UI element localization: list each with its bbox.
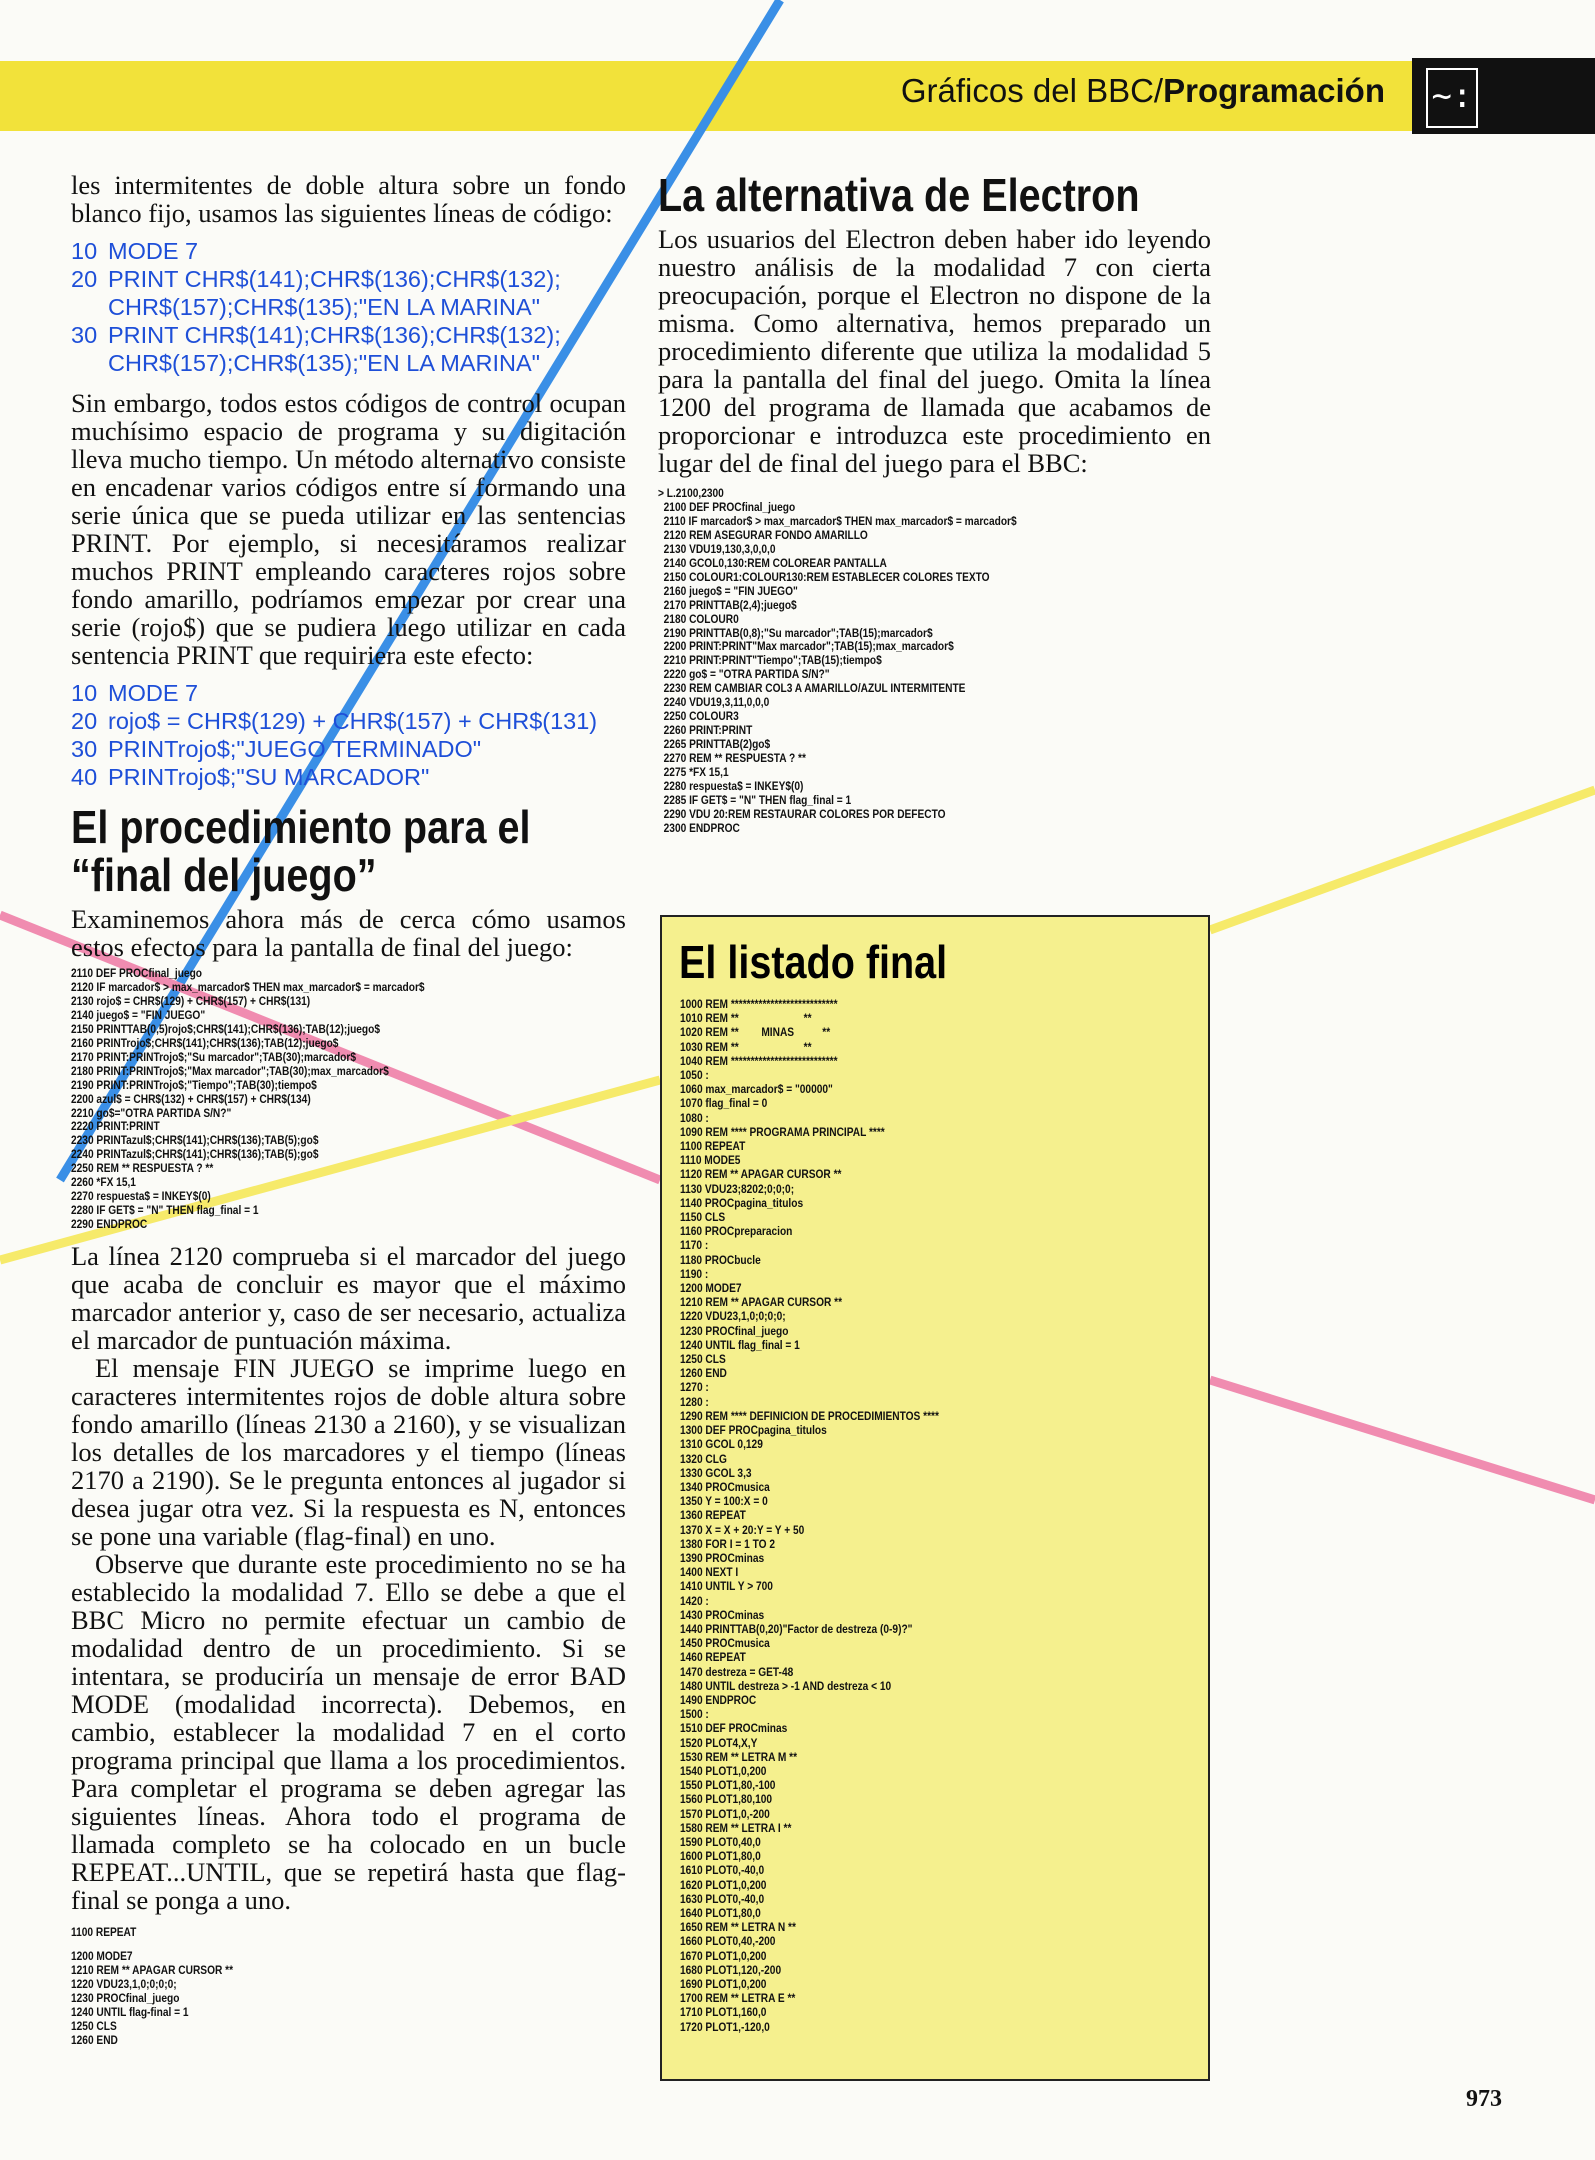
heading-electron: La alternativa de Electron [658,169,1140,221]
code-line [71,679,626,707]
listing-line: 2250 REM ** RESPUESTA ? ** [71,1161,214,1176]
listing-line: 2240 VDU19,3,11,0,0,0 [658,695,770,710]
code-line-text: CHR$(157);CHR$(135);"EN LA MARINA" [108,294,540,320]
listing-line: 2170 PRINTTAB(2,4);juego$ [658,597,797,612]
listing-line: 1180 PROCbucle [680,1252,761,1267]
listing-line: 1470 destreza = GET-48 [680,1664,794,1679]
code-line-text: PRINTrojo$;"SU MARCADOR" [108,764,430,790]
code-line [71,763,626,791]
listing-line: 1440 PRINTTAB(0,20)"Factor de destreza (0-9)?" [680,1621,913,1636]
listing-line: 1220 VDU23,1,0;0;0;0; [71,1976,177,1991]
listing-line: 1240 UNTIL flag-final = 1 [71,2004,189,2019]
listing-line: 1550 PLOT1,80,-100 [680,1778,776,1793]
section-title-part2: Programación [1163,72,1385,109]
listing-line: 1250 CLS [71,2018,117,2033]
right-column [658,171,1211,846]
listing-line: 2285 IF GET$ = "N" THEN flag_final = 1 [658,792,852,807]
listing-line: 1660 PLOT0,40,-200 [680,1934,776,1949]
listing-line: 1630 PLOT0,-40,0 [680,1891,765,1906]
code-line-text: PRINT CHR$(141);CHR$(136);CHR$(132); [108,322,561,348]
listing-line: 1600 PLOT1,80,0 [680,1849,761,1864]
listing-line: 1070 flag_final = 0 [680,1096,768,1111]
listing-line: 2260 PRINT:PRINT [658,723,753,738]
listing-line: 1700 REM ** LETRA E ** [680,1991,796,2006]
listing-line: 2150 COLOUR1:COLOUR130:REM ESTABLECER COLORES TEXTO [658,569,990,584]
code-line [71,321,626,349]
listing-line: 1380 FOR I = 1 TO 2 [680,1536,775,1551]
listing-line: 2190 PRINTTAB(0,8);"Su marcador";TAB(15);marcador$ [658,625,933,640]
listing-line: 1570 PLOT1,0,-200 [680,1806,770,1821]
listing-line: 1090 REM **** PROGRAMA PRINCIPAL **** [680,1124,885,1139]
listing-line: 1230 PROCfinal_juego [71,1990,180,2005]
listing-line: 1510 DEF PROCminas [680,1721,788,1736]
listing-line: 2250 COLOUR3 [658,709,739,724]
listing-line: 1140 PROCpagina_titulos [680,1195,804,1210]
listing-line: 1200 MODE7 [680,1281,742,1296]
code-line [71,265,626,293]
listing-line: 2280 respuesta$ = INKEY$(0) [658,779,804,794]
listing-line: 2120 IF marcador$ > max_marcador$ THEN max_marcador$ = marcador$ [71,979,425,994]
listing-line: 1330 GCOL 3,3 [680,1465,752,1480]
listing-line: 1110 MODE5 [680,1153,741,1168]
listing-line: 1580 REM ** LETRA I ** [680,1820,792,1835]
listing-line: 1100 REPEAT [680,1139,746,1154]
listing-line: 2270 REM ** RESPUESTA ? ** [658,751,806,766]
code-line-text: MODE 7 [108,680,199,706]
listing-line: 2290 VDU 20:REM RESTAURAR COLORES POR DEFECTO [658,806,946,821]
listing-line: 1590 PLOT0,40,0 [680,1834,761,1849]
listing-line: 2110 IF marcador$ > max_marcador$ THEN max_marcador$ = marcador$ [658,513,1017,528]
listing-line: 2160 juego$ = "FIN JUEGO" [658,583,798,598]
listing-line: 1640 PLOT1,80,0 [680,1906,761,1920]
listing-line: 2110 DEF PROCfinal_juego [71,966,202,980]
listing-line: 2130 rojo$ = CHR$(129) + CHR$(157) + CHR$(131) [71,993,311,1008]
listing-line: 1030 REM ** ** [680,1039,812,1054]
listing-line: 1130 VDU23;8202;0;0;0; [680,1181,795,1196]
paragraph-codes: Sin embargo, todos estos códigos de control ocupan muchísimo espacio de programa y su digitación lleva mucho tiempo. Un método alternativo consiste en encadenar varios códigos entre sí formando una serie única que se pueda utilizar en las sentencias PRINT. Por ejemplo, si necesitáramos realizar muchos PRINT empleando caracteres rojos sobre fondo amarillo, podríamos empezar por crear una serie (rojo$) que se pudiera luego utilizar en cada sentencia PRINT que requiriera este efecto: [71,388,626,670]
listing-line: 1310 GCOL 0,129 [680,1437,763,1452]
listing-electron [658,487,1111,836]
listing-line: 1720 PLOT1,-120,0 [680,2019,770,2034]
listing-line: 1010 REM ** ** [680,1011,812,1026]
final-listing-code [680,997,1113,2034]
listing-line: 1520 PLOT4,X,Y [680,1735,758,1750]
page-number: 973 [1466,2086,1502,2112]
listing-line: 2230 REM CAMBIAR COL3 A AMARILLO/AZUL INTERMITENTE [658,681,966,696]
listing-line: 1230 PROCfinal_juego [680,1323,789,1338]
listing-line: 1400 NEXT I [680,1565,739,1580]
paragraph-modalidad: Observe que durante este procedimiento no se ha establecido la modalidad 7. Ello se debe a que el BBC Micro no permite efectuar un cambio de modalidad dentro de un procedimiento. Si se intentara, se produciría un mensaje de error BAD MODE (modalidad incorrecta). Debemos, en cambio, establecer la modalidad 7 en el corto programa principal que llama a los procedimientos. Para completar el programa se deben agregar las siguientes líneas. Ahora todo el programa de llamada completo se ha colocado en un bucle REPEAT...UNTIL, que se repetirá hasta que flag-final se ponga a uno. [71,1549,626,1916]
listing-line: 2180 PRINT:PRINTrojo$;"Max marcador";TAB(30);max_marcador$ [71,1063,389,1078]
listing-line: 1650 REM ** LETRA N ** [680,1920,796,1935]
listing-line: 2270 respuesta$ = INKEY$(0) [71,1189,211,1204]
listing-line: 1620 PLOT1,0,200 [680,1877,767,1892]
listing-line: 2100 DEF PROCfinal_juego [658,499,796,514]
paragraph-electron: Los usuarios del Electron deben haber ido leyendo nuestro análisis de la modalidad 7 con cierta preocupación, porque el Electron no dispone de la misma. Como alternativa, hemos preparado un procedimiento diferente que utiliza la modalidad 5 para la pantalla del final del juego. Omita la línea 1200 del programa de llamada que acabamos de proporcionar e introduzca este procedimiento en lugar del de final del juego para el BBC: [658,224,1211,478]
listing-line: 2170 PRINT:PRINTrojo$;"Su marcador";TAB(30);marcador$ [71,1049,356,1064]
listing-line: 1480 UNTIL destreza > -1 AND destreza < 10 [680,1678,892,1693]
code-line-number: 20 [71,708,98,734]
listing-line: 2200 PRINT:PRINT"Max marcador";TAB(15);max_marcador$ [658,639,954,654]
code-block-rojo [71,679,626,791]
listing-line: 1530 REM ** LETRA M ** [680,1749,798,1764]
listing-line: 1260 END [680,1366,727,1381]
listing-line: 2290 ENDPROC [71,1217,148,1232]
code-line [71,707,626,735]
code-line [71,237,626,265]
listing-line: 2300 ENDPROC [658,820,740,835]
listing-line: 2120 REM ASEGURAR FONDO AMARILLO [658,527,868,542]
listing-line: 1050 : [680,1068,709,1083]
code-line-text: MODE 7 [108,238,199,264]
intro-paragraph: les intermitentes de doble altura sobre un fondo blanco fijo, usamos las siguientes líneas de código: [71,170,626,228]
code-line-text: PRINT CHR$(141);CHR$(136);CHR$(132); [108,266,561,292]
listing-line: 1080 : [680,1110,709,1125]
listing-line: 1040 REM *************************** [680,1053,838,1068]
paragraph-linea-2120: La línea 2120 comprueba si el marcador del juego que acaba de concluir es mayor que el máximo marcador anterior y, caso de ser necesario, actualiza el marcador de puntuación máxima. [71,1241,626,1356]
listing-line: 2210 go$="OTRA PARTIDA S/N?" [71,1105,232,1120]
listing-line: 1370 X = X + 20:Y = Y + 50 [680,1522,805,1537]
listing-line: 2140 juego$ = "FIN JUEGO" [71,1007,206,1022]
final-listing-title: El listado final [679,936,948,988]
yellow-diagonal-line-right [1210,790,1595,930]
listing-line [71,1940,526,1950]
listing-line: 1020 REM ** MINAS ** [680,1025,831,1040]
listing-line: 1120 REM ** APAGAR CURSOR ** [680,1167,842,1182]
listing-line: 1160 PROCpreparacion [680,1224,793,1239]
code-line-number: 20 [71,266,98,292]
code-line [71,735,626,763]
listing-line: 1610 PLOT0,-40,0 [680,1863,765,1878]
code-line-number: 10 [71,680,98,706]
listing-line: 1460 REPEAT [680,1650,746,1665]
listing-line: 2200 azul$ = CHR$(132) + CHR$(157) + CHR$(134) [71,1091,311,1106]
listing-line: 2130 VDU19,130,3,0,0,0 [658,541,776,556]
listing-line: 1280 : [680,1394,709,1409]
listing-line: 2160 PRINTrojo$;CHR$(141);CHR$(136);TAB(12);juego$ [71,1035,339,1050]
code-line-number: 40 [71,764,98,790]
listing-line: 1350 Y = 100:X = 0 [680,1494,768,1509]
listing-line: 2190 PRINT:PRINTrojo$;"Tiempo";TAB(30);tiempo$ [71,1077,317,1092]
listing-line: 1210 REM ** APAGAR CURSOR ** [680,1295,843,1310]
listing-line: 1300 DEF PROCpagina_titulos [680,1423,827,1438]
listing-line: 1540 PLOT1,0,200 [680,1763,767,1778]
listing-line: 2230 PRINTazul$;CHR$(141);CHR$(136);TAB(5);go$ [71,1133,319,1148]
listing-line: 1430 PROCminas [680,1607,765,1622]
listing-line: 1270 : [680,1380,709,1395]
listing-line: 1500 : [680,1707,709,1722]
listing-line: 1320 CLG [680,1451,727,1466]
paragraph-fin-juego: El mensaje FIN JUEGO se imprime luego en caracteres intermitentes rojos de doble altura sobre fondo amarillo (líneas 2130 a 2160), y se visualizan los detalles de los marcadores y el tiempo (líneas 2170 a 2190). Se le pregunta entonces al jugador si desea jugar otra vez. Si la respuesta es N, entonces se pone una variable (flag-final) en uno. [71,1353,626,1552]
listing-line: 1680 PLOT1,120,-200 [680,1962,782,1977]
listing-final-juego [71,967,526,1232]
listing-line: 1690 PLOT1,0,200 [680,1977,767,1992]
code-line [71,293,626,321]
listing-line: 1560 PLOT1,80,100 [680,1792,773,1807]
listing-line: 2140 GCOL0,130:REM COLOREAR PANTALLA [658,555,887,570]
code-line-text: rojo$ = CHR$(129) + CHR$(157) + CHR$(131) [108,708,598,734]
listing-line: 1220 VDU23,1,0;0;0;0; [680,1309,786,1324]
listing-line: 1710 PLOT1,160,0 [680,2005,767,2020]
listing-line: 1150 CLS [680,1210,726,1225]
listing-line: 1290 REM **** DEFINICION DE PROCEDIMIENTOS **** [680,1408,939,1423]
listing-line: 1000 REM *************************** [680,997,838,1011]
listing-line: 2275 *FX 15,1 [658,765,729,780]
code-line [71,349,626,377]
final-listing-box [660,915,1210,2081]
listing-line: 1410 UNTIL Y > 700 [680,1579,773,1594]
listing-line: 1200 MODE7 [71,1949,133,1964]
listing-line: 1340 PROCmusica [680,1479,770,1494]
listing-line: 1420 : [680,1593,709,1608]
code-line-number: 30 [71,322,98,348]
wave-logo-icon: ~: [1426,68,1478,128]
listing-line: 1250 CLS [680,1352,726,1367]
listing-line: 1190 : [680,1266,709,1281]
listing-line: 1170 : [680,1238,709,1253]
listing-line: 1060 max_marcador$ = "00000" [680,1082,833,1097]
pink-diagonal-line-right [1210,1380,1595,1500]
code-block-marina [71,237,626,377]
section-title-part1: Gráficos del BBC/ [900,72,1164,109]
listing-line: 2210 PRINT:PRINT"Tiempo";TAB(15);tiempo$ [658,653,882,668]
listing-line: 1360 REPEAT [680,1508,746,1523]
listing-line: 2220 PRINT:PRINT [71,1119,160,1134]
listing-line: 1670 PLOT1,0,200 [680,1948,767,1963]
listing-line: 2220 go$ = "OTRA PARTIDA S/N?" [658,667,830,682]
listing-main-program [71,1926,526,2048]
left-column [71,171,626,2058]
listing-line: 1390 PROCminas [680,1550,765,1565]
listing-line: 2280 IF GET$ = "N" THEN flag_final = 1 [71,1203,259,1218]
code-line-number: 10 [71,238,98,264]
listing-line: 2265 PRINTTAB(2)go$ [658,737,771,752]
listing-line: 1450 PROCmusica [680,1636,770,1651]
listing-line: 1490 ENDPROC [680,1692,757,1707]
listing-line: 2180 COLOUR0 [658,611,739,626]
code-line-number: 30 [71,736,98,762]
listing-line: 2260 *FX 15,1 [71,1175,136,1190]
listing-line: 1260 END [71,2032,118,2047]
listing-line: 1210 REM ** APAGAR CURSOR ** [71,1963,234,1978]
listing-line: 1100 REPEAT [71,1925,137,1940]
listing-line: 2150 PRINTTAB(0,5)rojo$;CHR$(141);CHR$(136);TAB(12);juego$ [71,1021,381,1036]
listing-line: 1240 UNTIL flag_final = 1 [680,1337,800,1352]
listing-line: 2240 PRINTazul$;CHR$(141);CHR$(136);TAB(5);go$ [71,1147,319,1162]
code-line-text: CHR$(157);CHR$(135);"EN LA MARINA" [108,350,540,376]
paragraph-examinemos: Examinemos ahora más de cerca cómo usamos estos efectos para la pantalla de final del juego: [71,904,626,962]
listing-line: > L.2100,2300 [658,486,724,500]
heading-final-del-juego: El procedimiento para el “final del juego” [71,801,531,901]
code-line-text: PRINTrojo$;"JUEGO TERMINADO" [108,736,482,762]
